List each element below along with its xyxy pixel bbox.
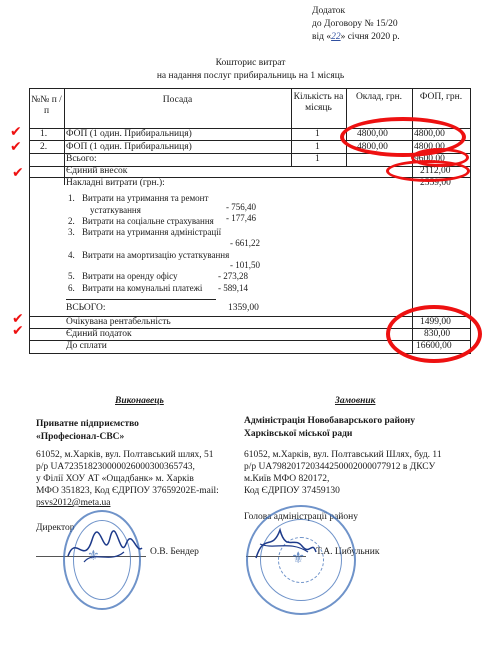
executor-heading: Виконавець xyxy=(115,396,164,406)
overhead-item-text: Витрати на соціальне страхування xyxy=(82,216,214,226)
overhead-item-num: 2. xyxy=(68,216,75,226)
executor-name-line1: Приватне підприємство xyxy=(36,419,139,429)
red-circle-annotation xyxy=(386,305,482,363)
overhead-item-value: - 101,50 xyxy=(230,260,260,270)
customer-name-line1: Адміністрація Новобаварського району xyxy=(244,416,415,426)
tax-value: 830,00 xyxy=(424,329,451,339)
executor-sign-name: О.В. Бендер xyxy=(150,547,199,557)
overhead-item-num: 4. xyxy=(68,250,75,260)
pay-value: 16600,00 xyxy=(416,341,452,351)
tax-label: Єдиний податок xyxy=(66,329,132,339)
total-fop: 9600,00 xyxy=(414,154,445,164)
check-mark-icon: ✔ xyxy=(12,311,24,327)
executor-account: р/р UA723518230000026000300365743, xyxy=(36,462,195,472)
customer-account: р/р UA798201720344250002000077912 в ДКСУ xyxy=(244,462,436,472)
row1-position: ФОП (1 один. Прибиральниця) xyxy=(66,129,192,139)
executor-name-line2: «Професіонал-СВС» xyxy=(36,432,125,442)
executor-email[interactable]: psvs2012@meta.ua xyxy=(36,498,111,508)
row1-salary: 4800,00 xyxy=(357,129,388,139)
row2-qty: 1 xyxy=(315,142,320,152)
total-qty: 1 xyxy=(315,154,320,164)
overhead-item-value: - 756,40 xyxy=(226,202,256,212)
doc-title: Кошторис витрат xyxy=(215,58,286,68)
customer-name-line2: Харківської міської ради xyxy=(244,429,353,439)
check-mark-icon: ✔ xyxy=(12,165,24,181)
overhead-item-text: Витрати на комунальні платежі xyxy=(82,283,203,293)
customer-heading: Замовник xyxy=(335,396,376,406)
header-fop: ФОП, грн. xyxy=(419,92,463,102)
row2-position: ФОП (1 один. Прибиральниця) xyxy=(66,142,192,152)
appendix-line1: Додаток xyxy=(312,6,346,16)
overhead-item-text: Витрати на утримання та ремонт xyxy=(82,193,209,203)
red-circle-annotation xyxy=(386,160,470,182)
header-qty: Кількість на місяць xyxy=(293,92,344,113)
executor-codes: МФО 351823, Код ЄДРПОУ 37659202E-mail: xyxy=(36,486,219,496)
row2-fop: 4800,00 xyxy=(414,142,445,152)
overhead-item-num: 5. xyxy=(68,271,75,281)
overhead-item-value: - 661,22 xyxy=(230,238,260,248)
customer-code: Код ЄДРПОУ 37459130 xyxy=(244,486,340,496)
executor-stamp: ⚜ xyxy=(63,510,141,610)
overhead-item-text: Витрати на амортизацію устаткування xyxy=(82,250,230,260)
total-label: Всього: xyxy=(66,154,97,164)
esv-label: Єдиний внесок xyxy=(66,166,128,176)
appendix-line2: до Договору № 15/20 xyxy=(312,19,398,29)
overhead-item-text: Витрати на оренду офісу xyxy=(82,271,178,281)
customer-stamp: ⚜ xyxy=(246,505,356,615)
row2-num: 2. xyxy=(40,142,48,152)
overhead-item-text: Витрати на утримання адміністрації xyxy=(82,227,222,237)
overhead-item-value: - 177,46 xyxy=(226,213,256,223)
overhead-item-num: 1. xyxy=(68,193,75,203)
overhead-sum-value: 1359,00 xyxy=(228,303,259,313)
row1-fop: 4800,00 xyxy=(414,129,445,139)
doc-subtitle: на надання послуг прибиральниць на 1 місяць xyxy=(156,71,345,81)
header-num: №№ п / п xyxy=(31,95,62,116)
executor-signature xyxy=(64,526,144,570)
esv-value: 2112,00 xyxy=(420,166,451,176)
overhead-item-num: 6. xyxy=(68,283,75,293)
row1-num: 1. xyxy=(40,129,48,139)
customer-sign-name: Т.А. Цибульник xyxy=(316,547,380,557)
executor-bank: у Філії ХОУ АТ «Ощадбанк» м. Харків xyxy=(36,474,194,484)
overhead-item-text2: устаткування xyxy=(90,205,141,215)
check-mark-icon: ✔ xyxy=(10,124,22,140)
row1-qty: 1 xyxy=(315,129,320,139)
customer-address: 61052, м.Харків, вул. Полтавський Шлях, буд. 11 xyxy=(244,450,442,460)
customer-sign-role: Голова адміністрації району xyxy=(244,512,358,522)
overhead-title: Накладні витрати (грн.): xyxy=(66,178,165,188)
check-mark-icon: ✔ xyxy=(12,323,24,339)
header-position: Посада xyxy=(162,95,193,105)
overhead-sum-rule xyxy=(66,299,216,300)
appendix-line3: від «22» січня 2020 р. xyxy=(312,32,400,42)
overhead-item-value: - 273,28 xyxy=(218,271,248,281)
executor-address: 61052, м.Харків, вул. Полтавський шлях, 51 xyxy=(36,450,214,460)
executor-sign-role: Директор xyxy=(36,523,75,533)
profit-value: 1499,00 xyxy=(420,317,451,327)
customer-signature xyxy=(250,522,320,568)
overhead-sum-label: ВСЬОГО: xyxy=(66,303,106,313)
overhead-item-num: 3. xyxy=(68,227,75,237)
pay-label: До сплати xyxy=(66,341,107,351)
header-salary: Оклад, грн. xyxy=(355,92,403,102)
overhead-value: 2559,00 xyxy=(420,178,451,188)
customer-bank: м.Київ МФО 820172, xyxy=(244,474,330,484)
profit-label: Очікувана рентабельність xyxy=(66,317,171,327)
row2-salary: 4800,00 xyxy=(357,142,388,152)
check-mark-icon: ✔ xyxy=(10,139,22,155)
appendix-day: 22 xyxy=(331,32,341,42)
overhead-item-value: - 589,14 xyxy=(218,283,248,293)
